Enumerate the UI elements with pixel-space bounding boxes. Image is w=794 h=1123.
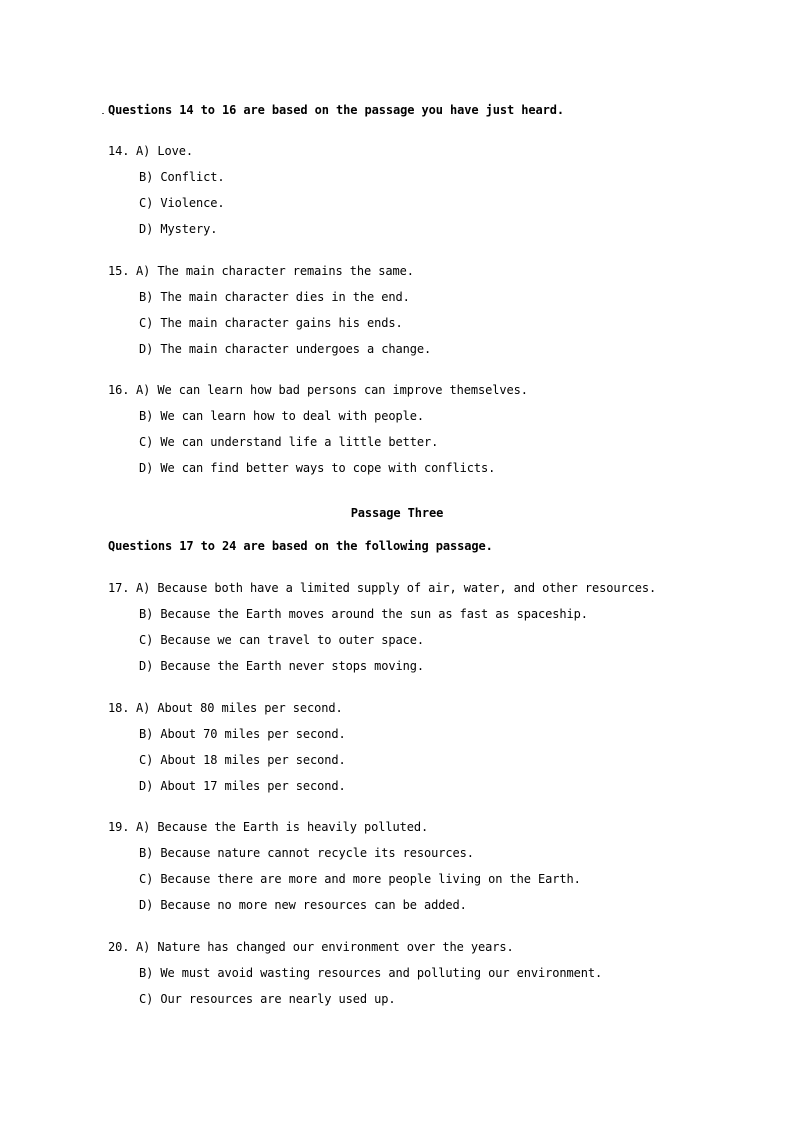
stray-mark: [102, 113, 104, 114]
question-19-option-b: B) Because nature cannot recycle its resources.: [139, 846, 474, 860]
question-16-option-b: B) We can learn how to deal with people.: [139, 409, 424, 423]
question-17-option-c: C) Because we can travel to outer space.: [139, 633, 424, 647]
question-14-option-b: B) Conflict.: [139, 170, 225, 184]
question-14-option-c: C) Violence.: [139, 196, 225, 210]
question-16-option-d: D) We can find better ways to cope with conflicts.: [139, 461, 496, 475]
question-15-number: 15.: [108, 264, 130, 278]
question-15-option-d: D) The main character undergoes a change.: [139, 342, 432, 356]
question-17-number: 17.: [108, 581, 130, 595]
passage-title: Passage Three: [350, 506, 444, 520]
question-19-option-a: A) Because the Earth is heavily polluted.: [136, 820, 429, 834]
question-20-option-b: B) We must avoid wasting resources and polluting our environment.: [139, 966, 603, 980]
question-18-option-d: D) About 17 miles per second.: [139, 779, 346, 793]
question-18-number: 18.: [108, 701, 130, 715]
section-heading-14-16: Questions 14 to 16 are based on the passage you have just heard.: [108, 103, 564, 117]
question-18-option-c: C) About 18 miles per second.: [139, 753, 346, 767]
question-15-option-a: A) The main character remains the same.: [136, 264, 414, 278]
question-19-option-c: C) Because there are more and more people living on the Earth.: [139, 872, 581, 886]
question-19-number: 19.: [108, 820, 130, 834]
question-14-option-d: D) Mystery.: [139, 222, 218, 236]
question-14-number: 14.: [108, 144, 130, 158]
section-heading-17-24: Questions 17 to 24 are based on the following passage.: [108, 539, 493, 553]
question-18-option-b: B) About 70 miles per second.: [139, 727, 346, 741]
question-20-option-c: C) Our resources are nearly used up.: [139, 992, 396, 1006]
question-15-option-c: C) The main character gains his ends.: [139, 316, 403, 330]
question-17-option-b: B) Because the Earth moves around the sun as fast as spaceship.: [139, 607, 588, 621]
question-14-option-a: A) Love.: [136, 144, 193, 158]
question-18-option-a: A) About 80 miles per second.: [136, 701, 343, 715]
question-20-number: 20.: [108, 940, 130, 954]
question-15-option-b: B) The main character dies in the end.: [139, 290, 410, 304]
question-16-option-a: A) We can learn how bad persons can improve themselves.: [136, 383, 528, 397]
question-17-option-d: D) Because the Earth never stops moving.: [139, 659, 424, 673]
question-16-option-c: C) We can understand life a little better.: [139, 435, 439, 449]
question-17-option-a: A) Because both have a limited supply of air, water, and other resources.: [136, 581, 657, 595]
question-20-option-a: A) Nature has changed our environment over the years.: [136, 940, 514, 954]
question-16-number: 16.: [108, 383, 130, 397]
question-19-option-d: D) Because no more new resources can be added.: [139, 898, 467, 912]
